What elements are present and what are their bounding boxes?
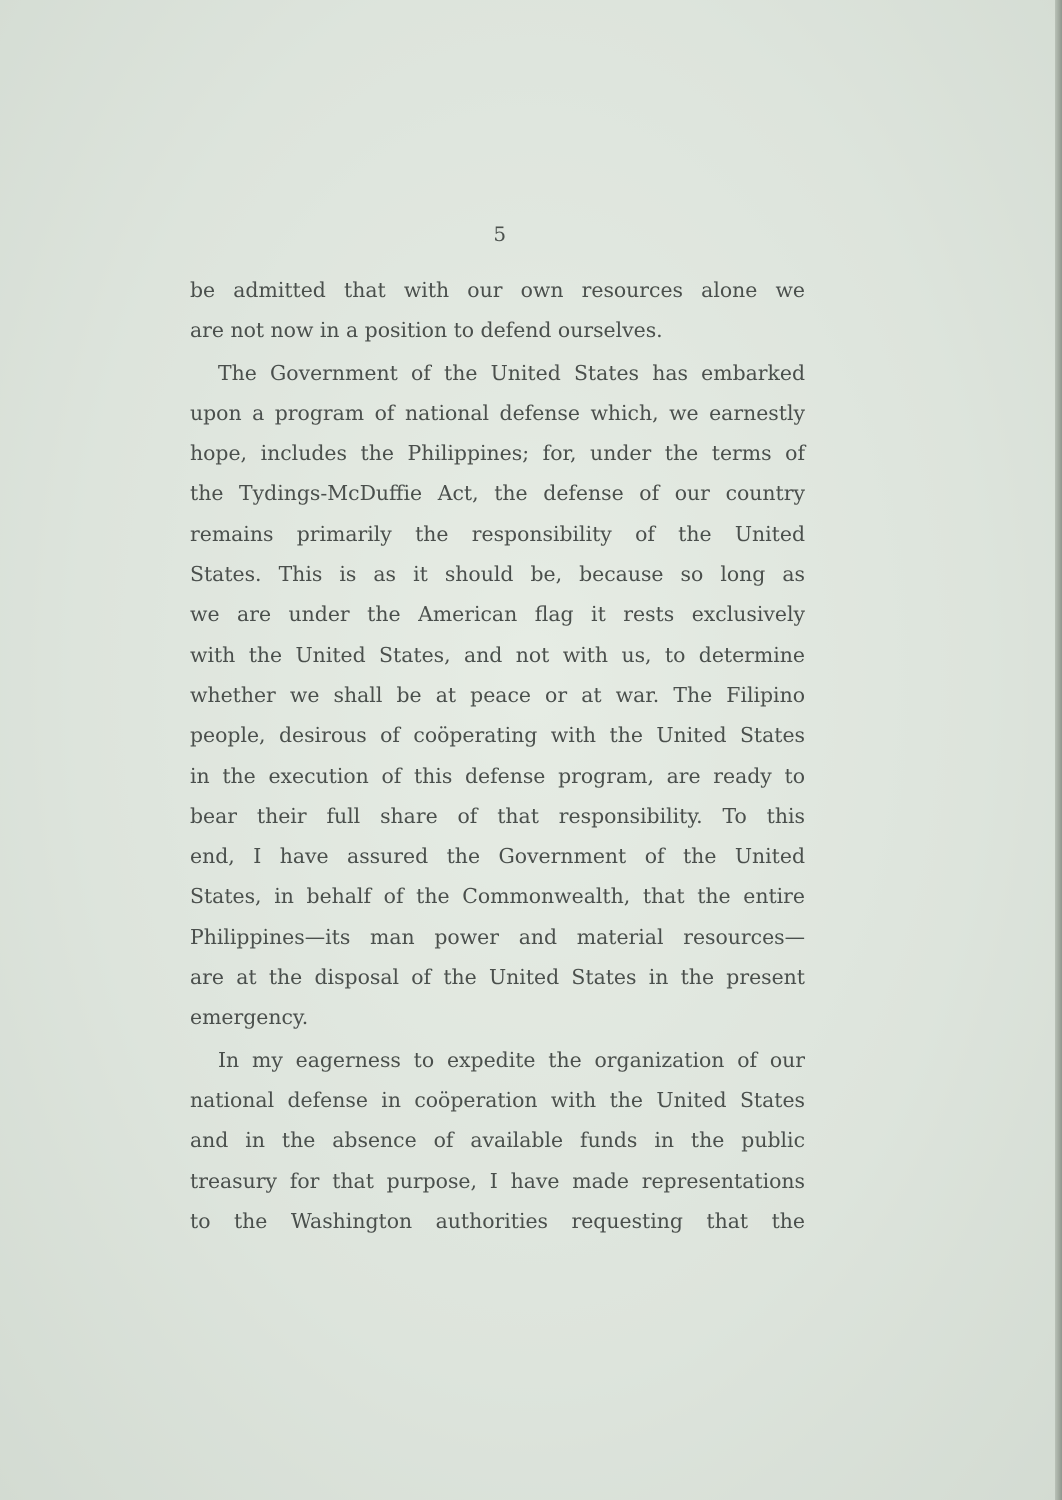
text-line: upon a program of national defense which, we earnestly xyxy=(190,400,805,425)
text-line: be admitted that with our own resources alone we xyxy=(190,278,805,302)
text-line: remains primarily the responsibility of the United xyxy=(190,521,805,546)
text-line: and in the absence of available funds in the public xyxy=(190,1128,805,1153)
text-line: emergency. xyxy=(190,1005,309,1030)
text-line: the Tydings-McDuffie Act, the defense of our country xyxy=(190,481,805,506)
page-edge xyxy=(1055,0,1062,1500)
text-line: national defense in coöperation with the United States xyxy=(190,1087,805,1112)
text-line: The Government of the United States has embarked xyxy=(218,360,805,385)
body-text xyxy=(190,270,805,1241)
text-line: bear their full share of that responsibility. To this xyxy=(190,803,805,828)
page-number: 5 xyxy=(493,222,507,246)
text-line: hope, includes the Philippines; for, under the terms of xyxy=(190,441,805,466)
text-line: we are under the American flag it rests exclusively xyxy=(190,602,805,627)
text-line: whether we shall be at peace or at war. The Filipino xyxy=(190,682,805,707)
text-line: end, I have assured the Government of the United xyxy=(190,844,805,869)
text-line: Philippines—its man power and material resources— xyxy=(190,924,805,949)
text-line: States, in behalf of the Commonwealth, that the entire xyxy=(190,884,805,909)
text-line: treasury for that purpose, I have made representations xyxy=(190,1168,805,1193)
text-line: in the execution of this defense program, are ready to xyxy=(190,763,805,788)
text-line: to the Washington authorities requesting that the xyxy=(190,1208,805,1233)
paragraph-2 xyxy=(190,353,805,1038)
text-line: States. This is as it should be, because so long as xyxy=(190,562,805,587)
text-line: are at the disposal of the United States in the present xyxy=(190,965,805,990)
text-line: with the United States, and not with us, to determine xyxy=(190,642,805,667)
text-line: are not now in a position to defend ourselves. xyxy=(190,318,663,343)
text-line: In my eagerness to expedite the organization of our xyxy=(218,1047,805,1072)
paragraph-1 xyxy=(190,270,805,351)
paragraph-3 xyxy=(190,1040,805,1241)
text-line: people, desirous of coöperating with the United States xyxy=(190,723,805,748)
